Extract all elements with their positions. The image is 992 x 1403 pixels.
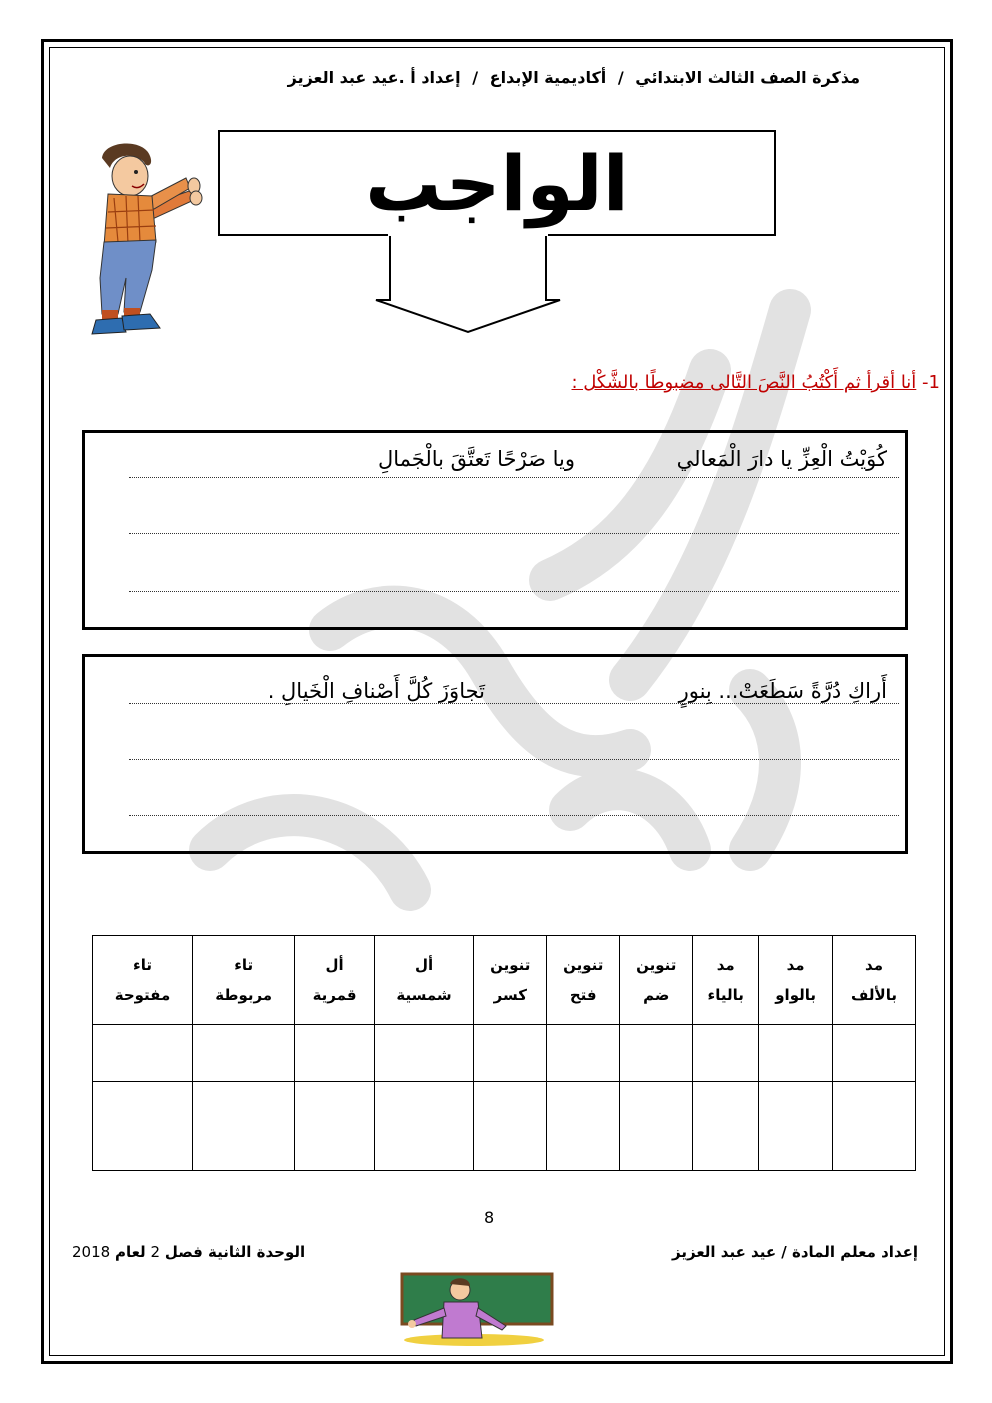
instruction-text: أنا أقرأ ثم أَكْتُبُ النَّصَ التَّالى مضبوطًا بالشَّكْل : [571, 372, 917, 393]
table-cell[interactable] [759, 1082, 833, 1171]
table-cell[interactable] [93, 1025, 193, 1082]
table-cell[interactable] [620, 1025, 693, 1082]
header-author: إعداد أ .عيد عبد العزيز [287, 68, 461, 87]
table-row [93, 1025, 916, 1082]
table-cell[interactable] [474, 1025, 547, 1082]
table-cell[interactable] [620, 1082, 693, 1171]
footer-author: إعداد معلم المادة / عيد عبد العزيز [672, 1243, 918, 1261]
table-cell[interactable] [193, 1082, 295, 1171]
down-arrow-icon [374, 234, 564, 334]
table-cell[interactable] [193, 1025, 295, 1082]
poem-box-1 [82, 430, 908, 630]
writing-line[interactable] [129, 477, 899, 478]
table-header-cell: أل شمسية [374, 936, 474, 1025]
table-header-cell: تنوين ضم [620, 936, 693, 1025]
table-cell[interactable] [693, 1082, 759, 1171]
header-separator: / [472, 68, 479, 87]
table-cell[interactable] [759, 1025, 833, 1082]
instruction [400, 372, 940, 393]
table-cell[interactable] [547, 1025, 620, 1082]
table-cell[interactable] [374, 1082, 474, 1171]
writing-line[interactable] [129, 815, 899, 816]
table-cell[interactable] [833, 1025, 916, 1082]
table-cell[interactable] [295, 1025, 374, 1082]
writing-line[interactable] [129, 759, 899, 760]
table-header-cell: تاء مفتوحة [93, 936, 193, 1025]
footer-unit-label: الوحدة الثانية فصل [164, 1243, 306, 1261]
table-header-cell: مد بالألف [833, 936, 916, 1025]
table-cell[interactable] [295, 1082, 374, 1171]
boy-pushing-illustration [74, 138, 204, 338]
poem-box-2 [82, 654, 908, 854]
page-header [120, 68, 860, 87]
verse-2-right: أَراكِ دُرَّةً سَطَعَتْ... بِنورٍ [678, 679, 887, 703]
table-header-cell: مد بالياء [693, 936, 759, 1025]
title-box [218, 130, 776, 236]
table-header-cell: تاء مربوطة [193, 936, 295, 1025]
table-header-cell: تنوين كسر [474, 936, 547, 1025]
teacher-illustration [394, 1268, 554, 1348]
table-cell[interactable] [93, 1082, 193, 1171]
header-separator: / [617, 68, 624, 87]
table-header-row [93, 936, 916, 1025]
table-header-cell: مد بالواو [759, 936, 833, 1025]
table-header-cell: تنوين فتح [547, 936, 620, 1025]
verse-1-right: كُوَيْتُ الْعِزِّ يا دارَ الْمَعالي [676, 447, 887, 471]
page-number: 8 [484, 1208, 495, 1227]
footer-year: 2018 [72, 1243, 111, 1261]
footer-unit [72, 1243, 305, 1261]
table-header-cell: أل قمرية [295, 936, 374, 1025]
table-cell[interactable] [833, 1082, 916, 1171]
table-row [93, 1082, 916, 1171]
header-academy: أكاديمية الإبداع [489, 68, 607, 87]
writing-line[interactable] [129, 591, 899, 592]
page-title: الواجب [365, 139, 629, 228]
table-cell[interactable] [693, 1025, 759, 1082]
writing-line[interactable] [129, 533, 899, 534]
footer-term: 2 [150, 1243, 161, 1261]
table-cell[interactable] [374, 1025, 474, 1082]
classification-table [92, 935, 916, 1171]
table-cell[interactable] [474, 1082, 547, 1171]
writing-line[interactable] [129, 703, 899, 704]
header-grade: مذكرة الصف الثالث الابتدائي [635, 68, 860, 87]
verse-2-left: تَجاوَزَ كُلَّ أَصْنافِ الْخَيالِ . [267, 679, 485, 703]
table-cell[interactable] [547, 1082, 620, 1171]
footer-year-label: لعام [114, 1243, 146, 1261]
instruction-number: 1- [922, 372, 940, 393]
verse-1-left: ويا صَرْحًا تَعتَّقَ بالْجَمالِ [377, 447, 575, 471]
